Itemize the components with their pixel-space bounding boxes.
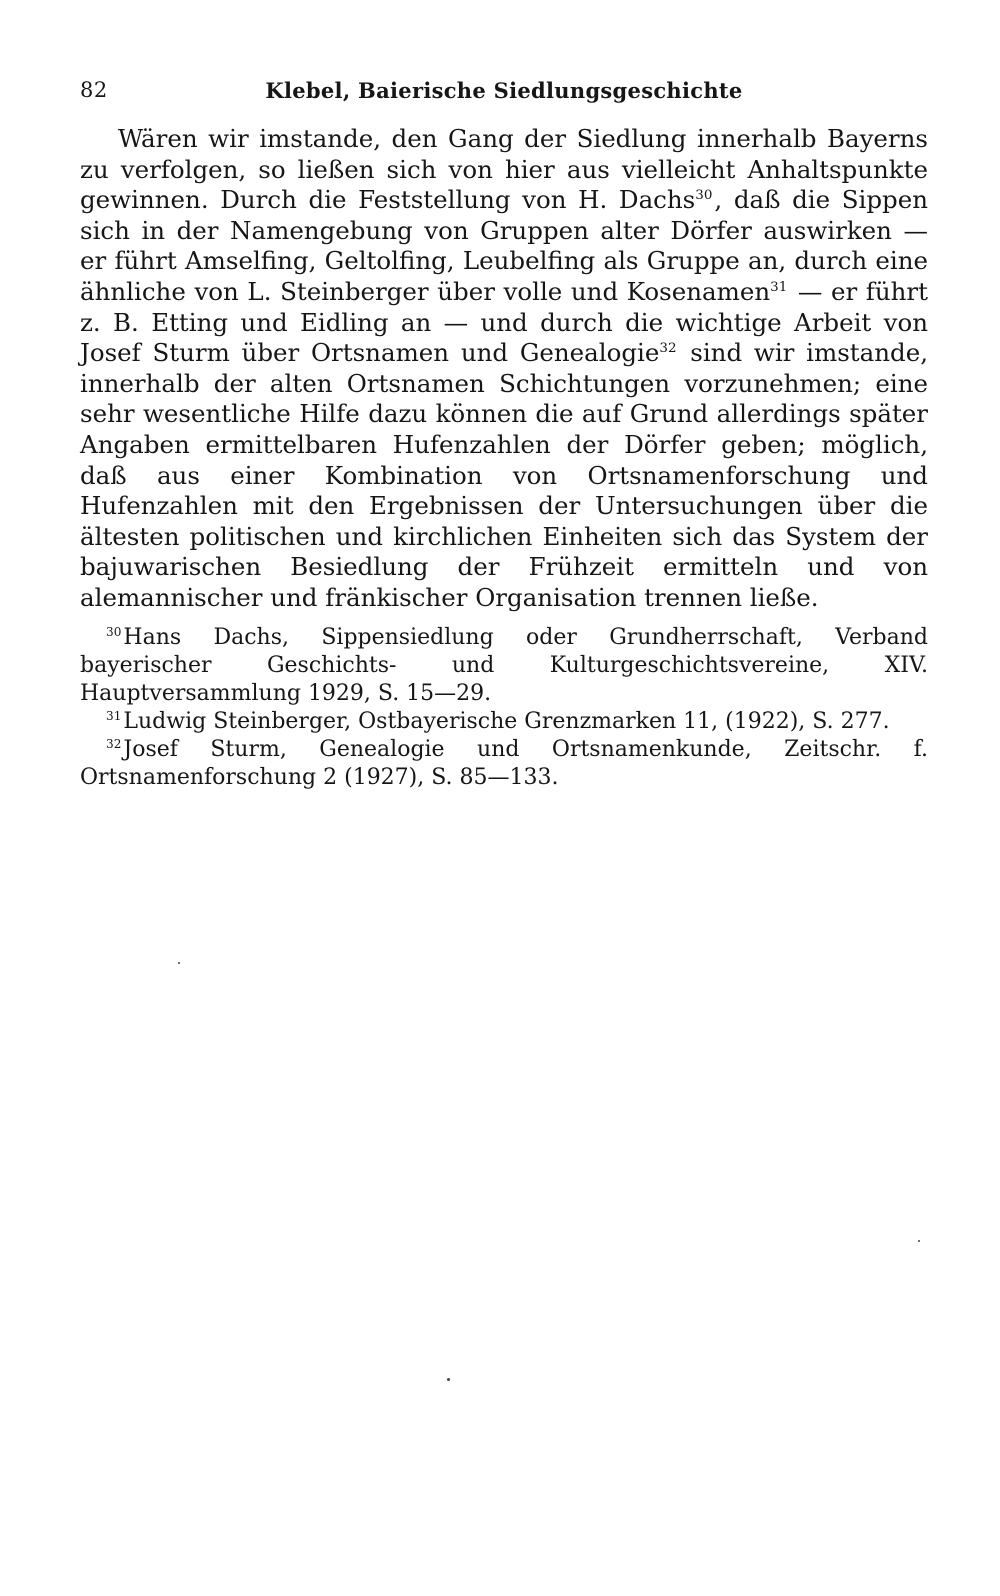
page-header — [80, 78, 928, 112]
footnote-number: 31 — [106, 708, 122, 723]
scan-speck — [918, 1240, 920, 1242]
footnote-ref-31: 31 — [770, 278, 788, 295]
footnote-30 — [80, 624, 928, 708]
scan-speck — [178, 962, 180, 964]
body-text-part-2: , daß die Sippen sich in der Namengebung von Gruppen alter Dörfer auswirken — er führt Amselfing, Geltolfing, Leubelfing als Gruppe an, durch eine ähnliche von L. Steinberger über volle und Kosenamen — [80, 185, 929, 306]
footnote-ref-32: 32 — [659, 340, 677, 356]
running-title: Klebel, Baierische Siedlungsgeschichte — [265, 78, 743, 103]
page-number: 82 — [80, 78, 108, 102]
footnotes — [80, 624, 928, 792]
body-text-part-4: sind wir imstande, innerhalb der alten Ortsnamen Schichtungen vorzunehmen; eine sehr wesentliche Hilfe dazu können die auf Grund allerdings später Angaben ermittelbaren Hufenzahlen der Dörfer geben; möglich, daß aus einer Kombination von Ortsnamenforschung und Hufenzahlen mit den Ergebnissen der Untersuchungen über die ältesten politischen und kirchlichen Einheiten sich das System der bajuwarischen Besiedlung der Frühzeit ermitteln und von alemannischer und fränkischer Organisation trennen ließe. — [80, 338, 928, 612]
footnote-text: Josef Sturm, Genealogie und Ortsnamenkunde, Zeitschr. f. Ortsnamenforschung 2 (1927), S. 85—133. — [80, 737, 928, 790]
footnote-31 — [80, 708, 928, 736]
footnote-32 — [80, 736, 928, 792]
scan-speck — [447, 1378, 450, 1381]
body-text-part-3: — er führt z. B. Etting und Eidling an — und durch die wichtige Arbeit von Josef Sturm über Ortsnamen und Genealogie — [80, 276, 928, 368]
body-paragraph — [80, 124, 928, 614]
body-text-part-1: Wären wir imstande, den Gang der Siedlung innerhalb Bayerns zu verfolgen, so ließen sich von hier aus vielleicht Anhaltspunkte gewinnen. Durch die Feststellung von H. Dachs — [80, 124, 928, 215]
footnote-number: 32 — [106, 736, 122, 751]
footnote-ref-30: 30 — [695, 187, 713, 204]
footnote-text: Hans Dachs, Sippensiedlung oder Grundherrschaft, Verband bayerischer Geschichts- und Kulturgeschichtsvereine, XIV. Hauptversammlung 1929, S. 15—29. — [80, 625, 928, 706]
footnote-text: Ludwig Steinberger, Ostbayerische Grenzmarken 11, (1922), S. 277. — [123, 709, 890, 734]
footnote-number: 30 — [106, 624, 122, 639]
